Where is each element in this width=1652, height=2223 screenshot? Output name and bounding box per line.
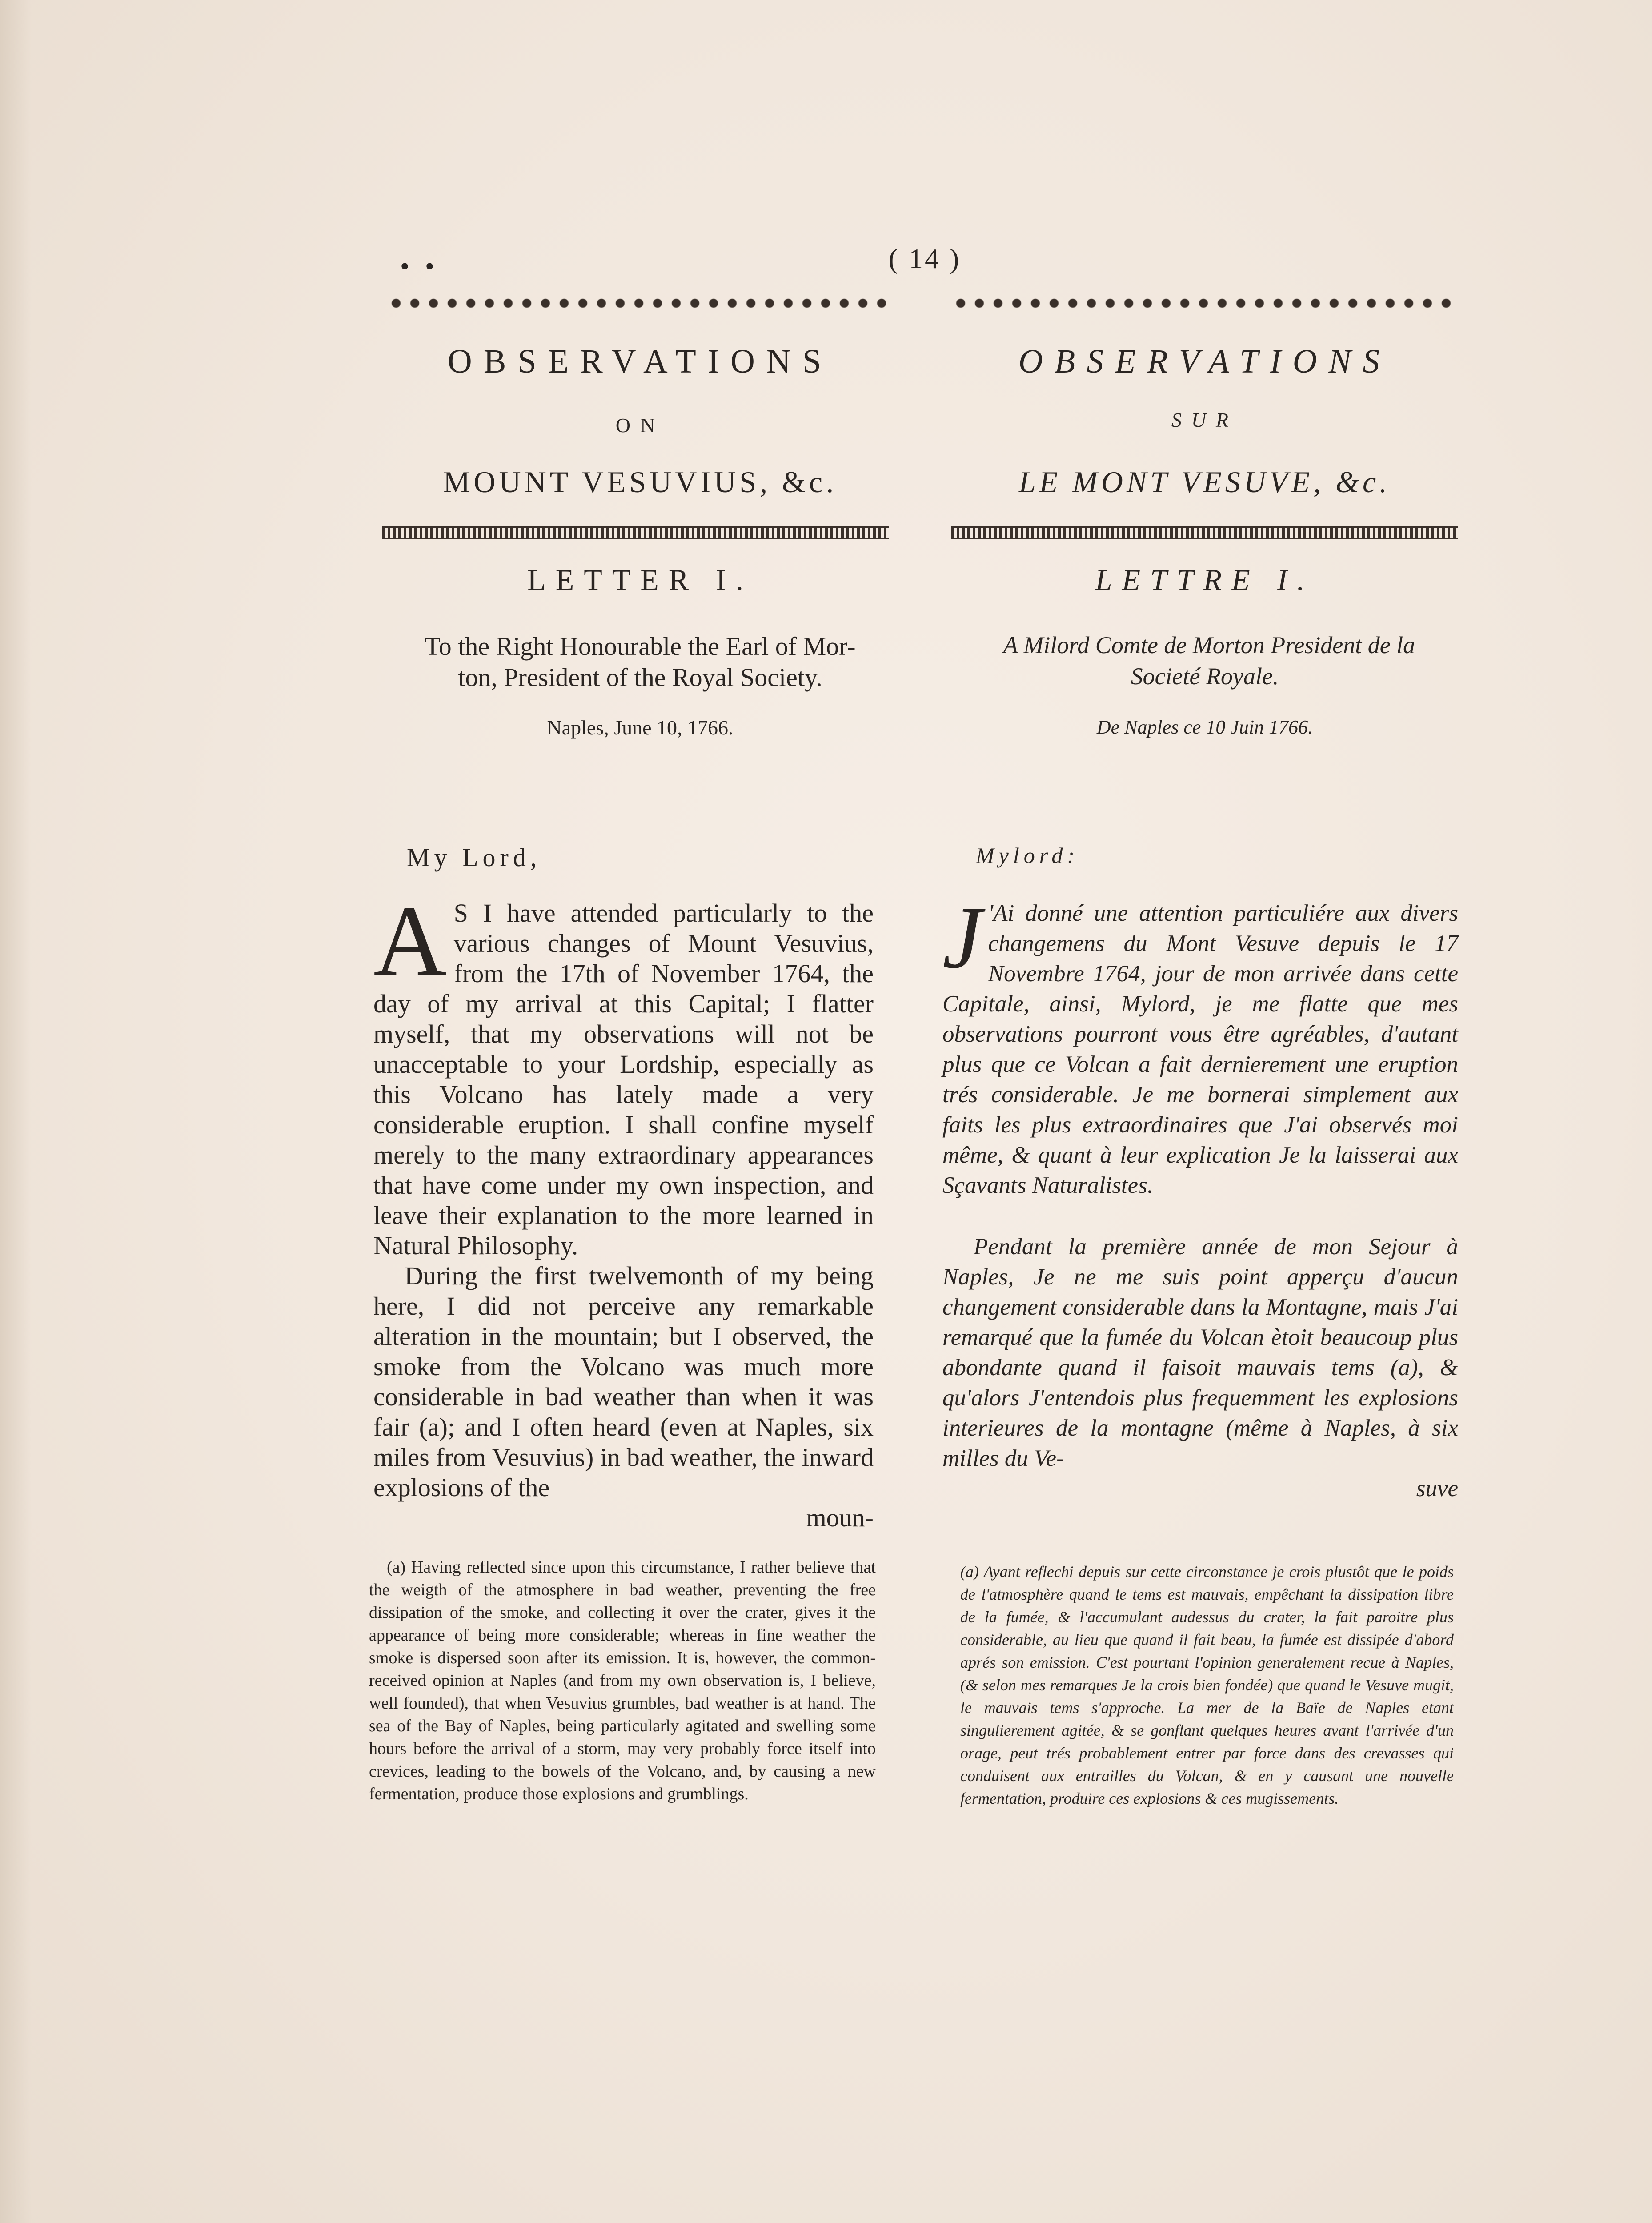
dateline-en: Naples, June 10, 1766.: [547, 716, 734, 739]
footnote-en: (a) Having reflected since upon this circumstance, I rather believe that the weigth of the atmosphere in bad weather, preventing the free dissipation of the smoke, and collecting it over the crater, gives it the appearance of being more considerable; whereas in fine weather the smoke is dispersed soon after its emission. It is, however, the common-received opinion at Naples (and from my own observation is, I believe, well founded), that when Vesuvius grumbles, bad weather is at hand. The sea of the Bay of Naples, being particularly agitated and swelling some hours before the arrival of a storm, may very probably force itself into crevices, leading to the bowels of the Volcano, and, by causing a new fermentation, produce those explosions and grumblings.: [369, 1558, 876, 1803]
body-fr: [942, 889, 1458, 1504]
title-en: OBSERVATIONS: [447, 343, 833, 380]
paragraph-en-1: [373, 885, 874, 1261]
sur-word: SUR: [1171, 409, 1239, 431]
ornament-rule-fr-2: [951, 526, 1458, 539]
paragraph-fr-1: [942, 889, 1458, 1200]
addressee-en-1: To the Right Honourable the Earl of Mor-: [425, 632, 856, 661]
letter-heading-en: LETTER I.: [527, 563, 753, 597]
salutation-fr: Mylord:: [976, 843, 1079, 868]
body-en: [373, 885, 874, 1533]
page-number: ( 14 ): [888, 243, 961, 274]
dateline-fr: De Naples ce 10 Juin 1766.: [1096, 716, 1313, 738]
subtitle-en: MOUNT VESUVIUS, &c.: [443, 465, 838, 499]
drop-cap-en: A: [373, 885, 447, 997]
salutation-en: My Lord,: [407, 843, 541, 872]
catchword-fr: suve: [1416, 1476, 1458, 1501]
letter-heading-fr: LETTRE I.: [1095, 563, 1315, 597]
paragraph-fr-2: Pendant la première année de mon Sejour à Naples, Je ne me suis point apperçu d'aucun changement considerable dans la Montagne, mais J'ai remarqué que la fumée du Volcan ètoit beaucoup plus abondante quand il faisoit mauvais tems (a), & qu'alors J'entendois plus frequemment les explosions interieures de la montagne (même à Naples, à six milles du Ve-: [942, 1234, 1458, 1471]
paragraph-en-1-text: S I have attended particularly to the various changes of Mount Vesuvius, from the 17th of November 1764, the day of my arrival at this Capital; I flatter myself, that my observations will not be unacceptable to your Lordship, especially as this Volcano has lately made a very considerable eruption. I shall confine myself merely to the many extraordinary appearances that have come under my own inspection, and leave their explanation to the more learned in Natural Philosophy.: [373, 899, 874, 1260]
ornament-rule-en: [387, 296, 889, 311]
catchword-en: moun-: [806, 1503, 874, 1532]
ornament-rule-fr: [951, 296, 1458, 311]
ink-specks: • •: [400, 252, 439, 281]
footnote-fr: (a) Ayant reflechi depuis sur cette circonstance je crois plustôt que le poids de l'atmosphère quand le tems est mauvais, empêchant la dissipation libre de la fumée, & l'accumulant audessus du crater, la fait paroitre plus considerable, au lieu que quand il fait beau, la fumée est dissipée d'abord aprés son emission. C'est pourtant l'opinion generalement recue à Naples, (& selon mes remarques Je la crois bien fondée) que quand le Vesuve mugit, le mauvais tems s'approche. La mer de la Baïe de Naples etant singulierement agitée, & se gonflant quelques heures avant l'arrivée d'un orage, peut trés probablement entrer par force dans des crevasses qui conduisent aux entrailles du Volcan, & en y causant une nouvelle fermentation, produire ces explosions & ces mugissements.: [960, 1563, 1454, 1807]
subtitle-fr: LE MONT VESUVE, &c.: [1018, 465, 1391, 499]
title-fr: OBSERVATIONS: [1018, 343, 1391, 380]
paragraph-en-2: During the first twelvemonth of my being here, I did not perceive any remarkable alteration in the mountain; but I observed, the smoke from the Volcano was much more considerable in bad weather than when it was fair (a); and I often heard (even at Naples, six miles from Vesuvius) in bad weather, the inward explosions of the: [373, 1261, 874, 1502]
addressee-en-2: ton, President of the Royal Society.: [458, 663, 822, 692]
addressee-fr-2: Societé Royale.: [1131, 663, 1279, 690]
paragraph-fr-1-text: 'Ai donné une attention particuliére aux divers changemens du Mont Vesuve depuis le 17 Novembre 1764, jour de mon arrivée dans cette Capitale, ainsi, Mylord, je me flatte que mes observations pourront vous être agréables, d'autant plus que ce Volcan a fait dernierement une eruption trés considerable. Je me bornerai simplement aux faits les plus extraordinaires que J'ai observés moi même, & quant à leur explication Je la laisserai aux Sçavants Naturalistes.: [942, 900, 1458, 1198]
on-word: ON: [615, 414, 665, 437]
page-spine-shadow: [0, 0, 31, 2223]
ornament-rule-en-2: [382, 526, 889, 539]
addressee-fr-1: A Milord Comte de Morton President de la: [1003, 632, 1415, 658]
drop-cap-fr: J: [942, 889, 982, 987]
